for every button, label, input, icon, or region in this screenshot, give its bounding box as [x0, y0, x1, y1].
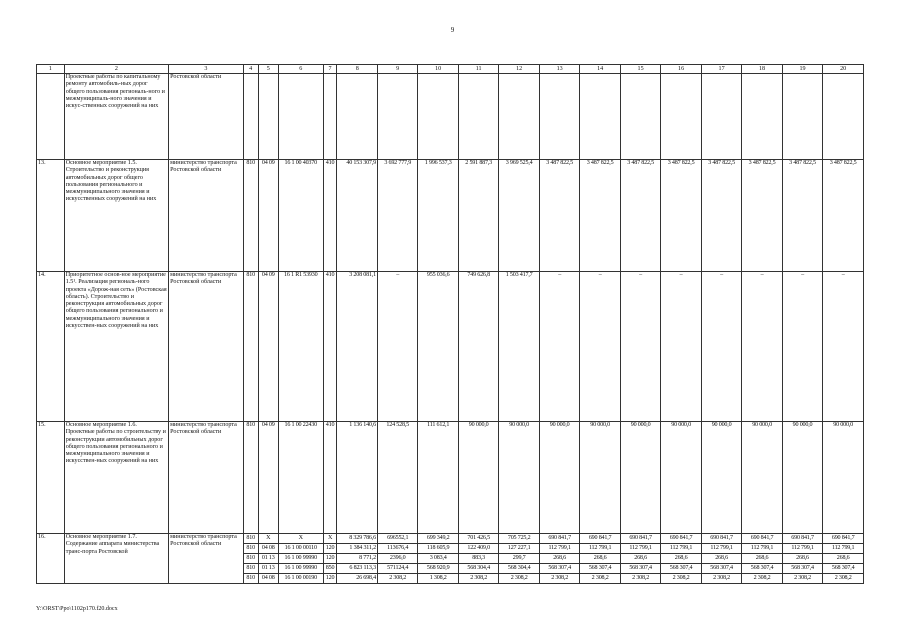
value-cell: – [661, 272, 701, 422]
value-cell [661, 74, 701, 160]
value-cell: – [539, 272, 579, 422]
value-cell: 2 591 887,3 [458, 160, 498, 272]
column-number: 5 [258, 65, 278, 74]
value-cell: 2 308,2 [701, 574, 741, 584]
value-cell: 112 799,1 [823, 544, 864, 554]
value-cell [539, 74, 579, 160]
value-cell: 26 698,4 [337, 574, 377, 584]
value-cell: 850 [323, 564, 337, 574]
activity-name: Проектные работы по капитальному ремонту автомобиль-ных дорог общего пользования региональ-ного и межмуниципаль-ного значения и искус-ственных сооружений на них [64, 74, 168, 160]
value-cell: 690 841,7 [742, 534, 782, 544]
value-cell: 701 426,5 [458, 534, 498, 544]
value-cell: 16 1 00 00110 [278, 544, 323, 554]
value-cell: 90 000,0 [580, 422, 620, 534]
value-cell: 810 [243, 422, 258, 534]
value-cell: 690 841,7 [823, 534, 864, 544]
value-cell: 810 [243, 272, 258, 422]
value-cell: 690 841,7 [539, 534, 579, 544]
value-cell: 568 304,4 [458, 564, 498, 574]
column-number: 7 [323, 65, 337, 74]
value-cell: 696552,1 [377, 534, 417, 544]
value-cell: 810 [243, 544, 258, 554]
value-cell: 3 487 822,5 [661, 160, 701, 272]
value-cell: 112 799,1 [539, 544, 579, 554]
value-cell: 04 09 [258, 160, 278, 272]
value-cell: – [823, 272, 864, 422]
value-cell: 410 [323, 272, 337, 422]
value-cell [323, 74, 337, 160]
row-number: 14. [37, 272, 65, 422]
activity-name: Основное мероприятие 1.5. Строительство и реконструкция автомобильных дорог общего пользования регионального и межмуниципального значения и искусственных сооружений на них [64, 160, 168, 272]
value-cell: 112 799,1 [742, 544, 782, 554]
activity-name: Приоритетное основ-ное мероприятие 1.5¹. Реализация региональ-ного проекта «Дорож-ная сеть» (Ростовская область). Строительство и реконструкция автомобильных дорог общего пользования регионального и межмуниципального значения и искусствен-ных сооружений на них [64, 272, 168, 422]
value-cell: 2 308,2 [823, 574, 864, 584]
value-cell: – [782, 272, 822, 422]
value-cell: 120 [323, 544, 337, 554]
value-cell: 2 308,2 [499, 574, 539, 584]
value-cell: 16 1 R1 53930 [278, 272, 323, 422]
value-cell: 118 605,9 [418, 544, 458, 554]
value-cell: 3 487 822,5 [782, 160, 822, 272]
value-cell: 2 308,2 [458, 574, 498, 584]
value-cell: 690 841,7 [661, 534, 701, 544]
value-cell: 90 000,0 [620, 422, 660, 534]
value-cell: 810 [243, 160, 258, 272]
value-cell: 16 1 00 99990 [278, 554, 323, 564]
executor: министерство транспорта Ростовской области [169, 160, 244, 272]
row-number: 15. [37, 422, 65, 534]
value-cell: – [701, 272, 741, 422]
row-number: 16. [37, 534, 65, 584]
value-cell: 3 969 525,4 [499, 160, 539, 272]
value-cell: 690 841,7 [782, 534, 822, 544]
column-number: 2 [64, 65, 168, 74]
value-cell [580, 74, 620, 160]
column-number: 1 [37, 65, 65, 74]
value-cell: 268,6 [701, 554, 741, 564]
value-cell: 705 725,2 [499, 534, 539, 544]
column-number: 14 [580, 65, 620, 74]
value-cell: 749 626,8 [458, 272, 498, 422]
value-cell [823, 74, 864, 160]
value-cell: 1 503 417,7 [499, 272, 539, 422]
value-cell: 01 13 [258, 564, 278, 574]
value-cell: 268,6 [823, 554, 864, 564]
value-cell: 568 920,9 [418, 564, 458, 574]
value-cell: 1 308,2 [418, 574, 458, 584]
value-cell: 690 841,7 [580, 534, 620, 544]
value-cell [418, 74, 458, 160]
value-cell: 124 528,5 [377, 422, 417, 534]
value-cell: 04 09 [258, 272, 278, 422]
table-row [37, 160, 864, 272]
value-cell: 16 1 00 00190 [278, 574, 323, 584]
value-cell: 568 307,4 [701, 564, 741, 574]
value-cell: 90 000,0 [823, 422, 864, 534]
value-cell: – [377, 272, 417, 422]
column-number-row [37, 65, 864, 74]
value-cell: 3 487 822,5 [539, 160, 579, 272]
value-cell: 90 000,0 [499, 422, 539, 534]
value-cell [701, 74, 741, 160]
table-row [37, 272, 864, 422]
table-row [37, 422, 864, 534]
value-cell: 3 487 822,5 [742, 160, 782, 272]
column-number: 20 [823, 65, 864, 74]
value-cell: 8 329 786,6 [337, 534, 377, 544]
column-number: 10 [418, 65, 458, 74]
value-cell: 111 612,1 [418, 422, 458, 534]
executor: министерство транспорта Ростовской области [169, 422, 244, 534]
value-cell: 112 799,1 [620, 544, 660, 554]
column-number: 3 [169, 65, 244, 74]
value-cell: 955 036,6 [418, 272, 458, 422]
value-cell: 268,6 [539, 554, 579, 564]
value-cell [337, 74, 377, 160]
value-cell: 112 799,1 [782, 544, 822, 554]
value-cell: 568 304,4 [499, 564, 539, 574]
value-cell: 2396,0 [377, 554, 417, 564]
value-cell: X [278, 534, 323, 544]
column-number: 18 [742, 65, 782, 74]
value-cell: 3 208 081,1 [337, 272, 377, 422]
executor: Ростовской области [169, 74, 244, 160]
value-cell [782, 74, 822, 160]
column-number: 12 [499, 65, 539, 74]
value-cell [377, 74, 417, 160]
value-cell: 112 799,1 [701, 544, 741, 554]
value-cell: 3 487 822,5 [580, 160, 620, 272]
column-number: 6 [278, 65, 323, 74]
value-cell: 1 384 311,2 [337, 544, 377, 554]
value-cell: 568 307,4 [539, 564, 579, 574]
value-cell: 3 692 777,9 [377, 160, 417, 272]
page-number: 9 [450, 26, 455, 34]
value-cell: 810 [243, 564, 258, 574]
value-cell: 690 841,7 [620, 534, 660, 544]
value-cell: 112 799,1 [580, 544, 620, 554]
value-cell: 410 [323, 160, 337, 272]
value-cell: 127 227,1 [499, 544, 539, 554]
value-cell: 268,6 [620, 554, 660, 564]
value-cell: 1 136 140,6 [337, 422, 377, 534]
value-cell: 810 [243, 534, 258, 544]
value-cell: X [323, 534, 337, 544]
value-cell: 2 308,2 [377, 574, 417, 584]
value-cell: 8 771,2 [337, 554, 377, 564]
value-cell: 2 308,2 [539, 574, 579, 584]
value-cell: 568 307,4 [661, 564, 701, 574]
value-cell: 3 487 822,5 [620, 160, 660, 272]
column-number: 11 [458, 65, 498, 74]
activity-name: Основное мероприятие 1.7. Содержание аппарата министерства транс-порта Ростовской [64, 534, 168, 584]
value-cell [243, 74, 258, 160]
value-cell: 268,6 [782, 554, 822, 564]
value-cell: 16 1 00 22430 [278, 422, 323, 534]
column-number: 4 [243, 65, 258, 74]
value-cell: 810 [243, 574, 258, 584]
value-cell: 120 [323, 554, 337, 564]
value-cell: 699 349,2 [418, 534, 458, 544]
column-number: 19 [782, 65, 822, 74]
value-cell: 16 1 00 40370 [278, 160, 323, 272]
value-cell [620, 74, 660, 160]
value-cell: 268,6 [661, 554, 701, 564]
value-cell: 568 307,4 [823, 564, 864, 574]
value-cell: 2 308,2 [742, 574, 782, 584]
value-cell: – [742, 272, 782, 422]
value-cell: 04 09 [258, 422, 278, 534]
column-number: 17 [701, 65, 741, 74]
column-number: 9 [377, 65, 417, 74]
column-number: 16 [661, 65, 701, 74]
value-cell: 90 000,0 [742, 422, 782, 534]
value-cell: 90 000,0 [661, 422, 701, 534]
value-cell [278, 74, 323, 160]
value-cell: 112 799,1 [661, 544, 701, 554]
table-row [37, 534, 864, 544]
value-cell: 1 996 537,3 [418, 160, 458, 272]
row-number [37, 74, 65, 160]
program-table [36, 64, 864, 584]
value-cell: 568 307,4 [580, 564, 620, 574]
value-cell: 90 000,0 [782, 422, 822, 534]
value-cell: 568 307,4 [782, 564, 822, 574]
value-cell: 690 841,7 [701, 534, 741, 544]
table-row [37, 74, 864, 160]
value-cell [258, 74, 278, 160]
value-cell: 2 308,2 [620, 574, 660, 584]
value-cell: 16 1 00 99990 [278, 564, 323, 574]
value-cell: 2 308,2 [782, 574, 822, 584]
value-cell: 410 [323, 422, 337, 534]
value-cell: 01 13 [258, 554, 278, 564]
value-cell: – [580, 272, 620, 422]
value-cell: 810 [243, 554, 258, 564]
value-cell: 122 409,0 [458, 544, 498, 554]
column-number: 15 [620, 65, 660, 74]
value-cell: X [258, 534, 278, 544]
value-cell: 90 000,0 [539, 422, 579, 534]
value-cell: 120 [323, 574, 337, 584]
executor: министерство транспорта Ростовской области [169, 534, 244, 584]
value-cell: 3 487 822,5 [701, 160, 741, 272]
value-cell: 90 000,0 [458, 422, 498, 534]
value-cell: 2 308,2 [580, 574, 620, 584]
column-number: 8 [337, 65, 377, 74]
value-cell: – [620, 272, 660, 422]
value-cell: 3 487 822,5 [823, 160, 864, 272]
value-cell: 568 307,4 [742, 564, 782, 574]
value-cell: 40 153 307,9 [337, 160, 377, 272]
value-cell: 04 08 [258, 574, 278, 584]
value-cell: 2 308,2 [661, 574, 701, 584]
value-cell [458, 74, 498, 160]
column-number: 13 [539, 65, 579, 74]
value-cell [499, 74, 539, 160]
value-cell [742, 74, 782, 160]
row-number: 13. [37, 160, 65, 272]
value-cell: 268,6 [742, 554, 782, 564]
value-cell: 299,7 [499, 554, 539, 564]
value-cell: 113676,4 [377, 544, 417, 554]
file-path: Y:\ORST\Ppo\1102p170.f20.docx [36, 606, 118, 612]
value-cell: 883,3 [458, 554, 498, 564]
table-body [37, 65, 864, 584]
value-cell: 90 000,0 [701, 422, 741, 534]
value-cell: 571124,4 [377, 564, 417, 574]
value-cell: 3 083,4 [418, 554, 458, 564]
executor: министерство транспорта Ростовской области [169, 272, 244, 422]
value-cell: 6 823 113,3 [337, 564, 377, 574]
activity-name: Основное мероприятие 1.6. Проектные работы по строительству и реконструкции автомобильных дорог общего пользования регионального и межмуниципального значения и искусствен-ных сооружений на них [64, 422, 168, 534]
value-cell: 568 307,4 [620, 564, 660, 574]
value-cell: 04 08 [258, 544, 278, 554]
value-cell: 268,6 [580, 554, 620, 564]
